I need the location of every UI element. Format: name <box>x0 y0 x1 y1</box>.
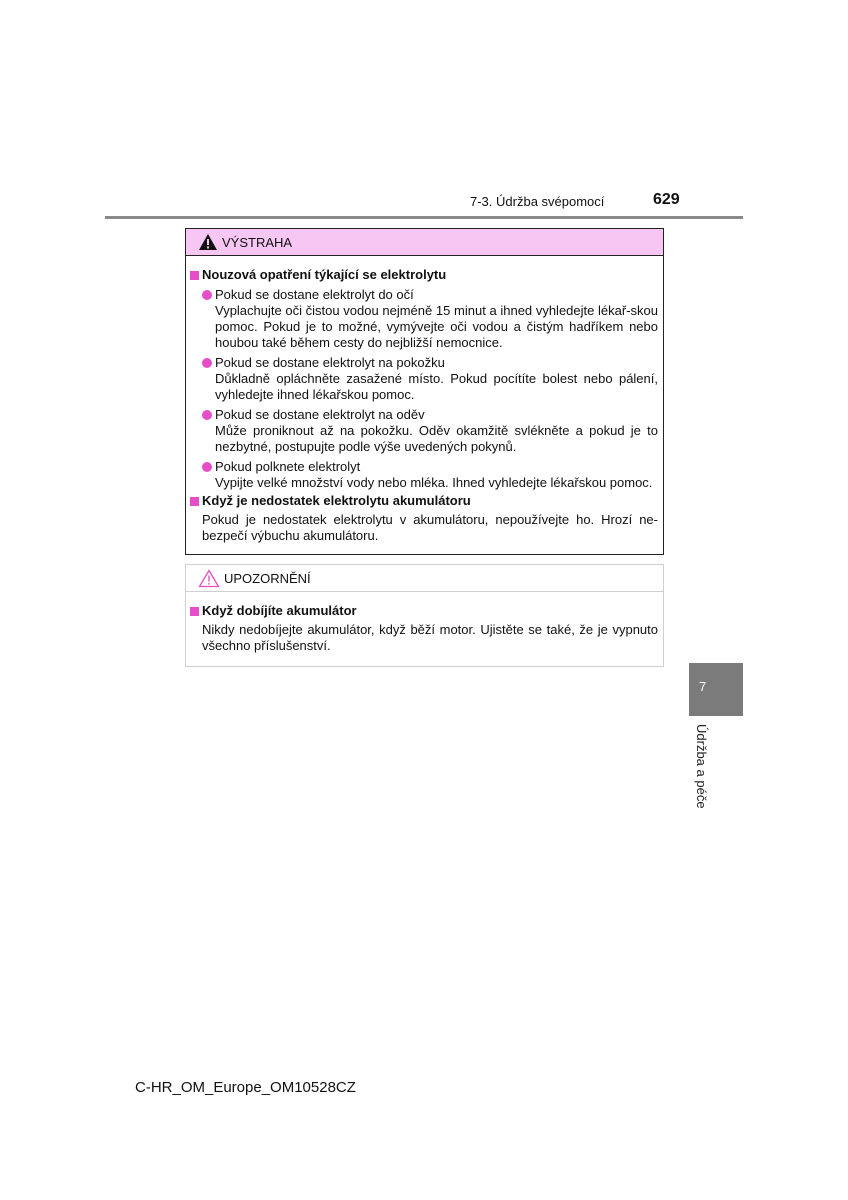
item-title <box>190 459 658 475</box>
item-title-text: Pokud se dostane elektrolyt na oděv <box>215 407 425 422</box>
item-title <box>190 355 658 371</box>
round-bullet-icon <box>202 358 212 368</box>
item-title-text: Pokud se dostane elektrolyt na pokožku <box>215 355 445 370</box>
section-heading <box>190 603 658 619</box>
square-bullet-icon <box>190 607 199 616</box>
list-item <box>190 287 658 351</box>
section-heading-text: Když dobíjíte akumulátor <box>202 603 357 618</box>
item-body: Vypijte velké množství vody nebo mléka. Ihned vyhledejte lékařskou pomoc. <box>215 475 653 490</box>
list-item <box>190 355 658 403</box>
page-number: 629 <box>653 191 680 208</box>
chapter-tab <box>689 663 743 716</box>
caution-box <box>185 564 664 667</box>
warning-triangle-icon <box>198 233 218 251</box>
item-body: Důkladně opláchněte zasažené místo. Pokud pocítíte bolest nebo pálení, vyhledejte ihned lékařskou pomoc. <box>215 371 658 402</box>
item-title <box>190 287 658 303</box>
item-body: Vyplachujte oči čistou vodou nejméně 15 minut a ihned vyhledejte lékař-skou pomoc. Pokud je to možné, vymývejte oči vodou a čistým hadříkem nebo houbou také během cesty do nejbližší nemocnice. <box>215 303 658 350</box>
round-bullet-icon <box>202 290 212 300</box>
item-title-text: Pokud polknete elektrolyt <box>215 459 361 474</box>
section-text: Pokud je nedostatek elektrolytu v akumulátoru, nepoužívejte ho. Hrozí ne-bezpečí výbuchu akumulátoru. <box>202 512 658 543</box>
item-title <box>190 407 658 423</box>
section-text: Nikdy nedobíjejte akumulátor, když běží motor. Ujistěte se také, že je vypnuto všechno příslušenství. <box>202 622 658 653</box>
chapter-number: 7 <box>699 679 707 694</box>
section-heading <box>190 267 658 283</box>
caution-content <box>186 592 663 654</box>
item-body: Může proniknout až na pokožku. Oděv okamžitě svlékněte a pokud je to nezbytné, postupujte podle výše uvedených pokynů. <box>215 423 658 454</box>
warning-box <box>185 228 664 555</box>
section-heading-text: Nouzová opatření týkající se elektrolytu <box>202 267 447 282</box>
item-title-text: Pokud se dostane elektrolyt do očí <box>215 287 414 302</box>
warning-header <box>186 229 663 256</box>
caution-triangle-icon <box>198 569 220 588</box>
section-heading-text: Když je nedostatek elektrolytu akumulátoru <box>202 493 471 508</box>
header-divider <box>105 216 743 219</box>
warning-title: VÝSTRAHA <box>222 234 293 250</box>
section-heading <box>190 493 658 509</box>
document-code: C-HR_OM_Europe_OM10528CZ <box>135 1079 356 1096</box>
square-bullet-icon <box>190 271 199 280</box>
list-item <box>190 407 658 455</box>
caution-header <box>186 565 663 592</box>
chapter-label: Údržba a péče <box>694 724 709 809</box>
round-bullet-icon <box>202 410 212 420</box>
section-title: 7-3. Údržba svépomocí <box>470 194 605 209</box>
round-bullet-icon <box>202 462 212 472</box>
caution-title: UPOZORNĚNÍ <box>224 570 311 586</box>
square-bullet-icon <box>190 497 199 506</box>
warning-content <box>186 256 663 544</box>
list-item <box>190 459 658 491</box>
